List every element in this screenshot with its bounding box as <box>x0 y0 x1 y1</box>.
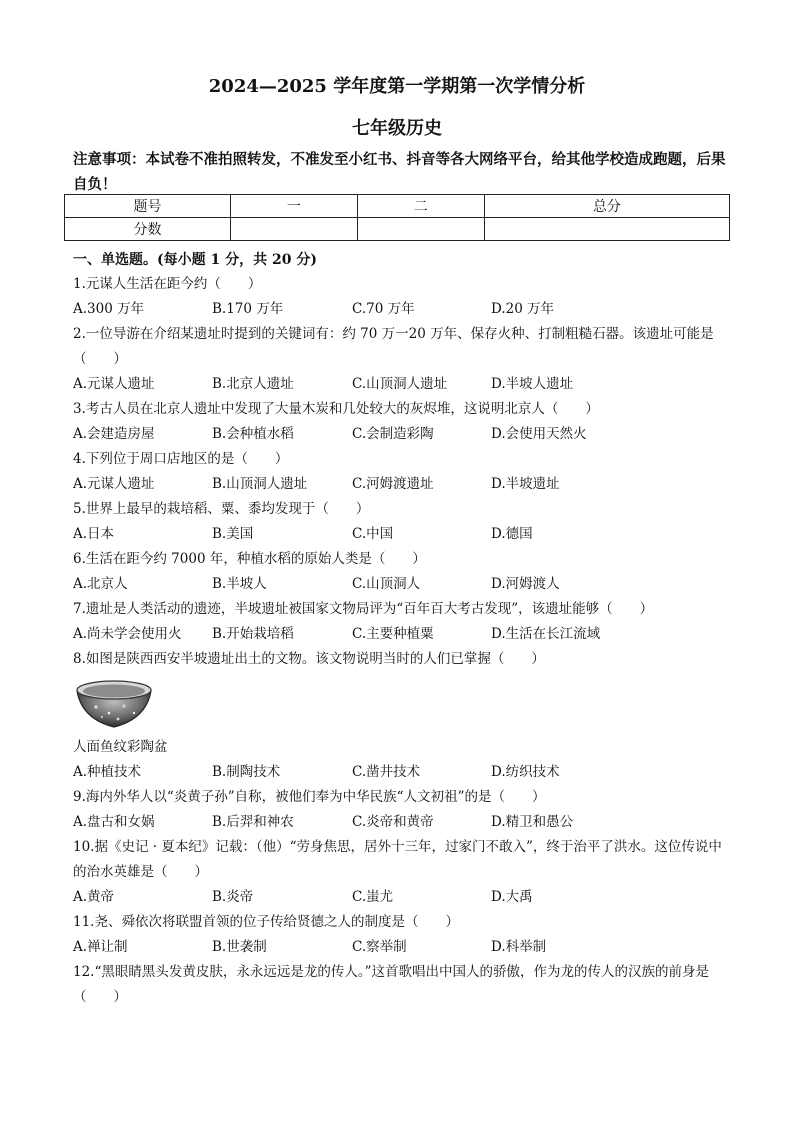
option-a: A.北京人 <box>73 576 128 592</box>
question-options <box>73 372 733 396</box>
score-input-cell <box>484 218 729 241</box>
question-stem: 4.下列位于周口店地区的是（ ） <box>73 451 289 467</box>
question-options <box>73 422 733 446</box>
score-cell: 一 <box>231 195 358 218</box>
option-b: B.会种植水稻 <box>212 426 294 442</box>
question-options <box>73 935 733 959</box>
question-stem: 12.“黑眼睛黑头发黄皮肤，永永远远是龙的传人。”这首歌唱出中国人的骄傲，作为龙的传人的汉族的前身是（ ） <box>73 964 710 1005</box>
option-a: A.会建造房屋 <box>73 426 155 442</box>
option-c: C.蚩尤 <box>352 889 394 905</box>
option-b: B.北京人遗址 <box>212 376 294 392</box>
option-d: D.20 万年 <box>491 301 555 317</box>
option-a: A.300 万年 <box>73 301 145 317</box>
option-d: D.会使用天然火 <box>491 426 587 442</box>
question-options <box>73 297 733 321</box>
option-c: C.凿井技术 <box>352 764 421 780</box>
exam-subject: 七年级历史 <box>352 118 442 139</box>
question-stem: 5.世界上最早的栽培稻、粟、黍均发现于（ ） <box>73 501 370 517</box>
option-d: D.半坡人遗址 <box>491 376 574 392</box>
question-stem: 6.生活在距今约 7000 年，种植水稻的原始人类是（ ） <box>73 551 426 567</box>
option-a: A.元谋人遗址 <box>73 376 155 392</box>
question-stem: 10.据《史记 · 夏本纪》记载：（他）“劳身焦思，居外十三年，过家门不敢入”，终于治平了洪水。这位传说中的治水英雄是（ ） <box>73 839 722 880</box>
option-b: B.制陶技术 <box>212 764 281 780</box>
score-table-row-header <box>65 195 730 218</box>
option-b: B.世袭制 <box>212 939 267 955</box>
score-cell: 二 <box>357 195 484 218</box>
option-d: D.河姆渡人 <box>491 576 560 592</box>
option-b: B.开始栽培稻 <box>212 626 294 642</box>
score-input-cell <box>357 218 484 241</box>
score-table <box>64 194 730 241</box>
option-b: B.后羿和神农 <box>212 814 294 830</box>
question-options <box>73 760 733 784</box>
option-d: D.生活在长江流域 <box>491 626 601 642</box>
option-b: B.美国 <box>212 526 254 542</box>
score-table-row-score <box>65 218 730 241</box>
option-d: D.科举制 <box>491 939 547 955</box>
score-input-cell <box>231 218 358 241</box>
option-c: C.山顶洞人遗址 <box>352 376 448 392</box>
option-b: B.170 万年 <box>212 301 284 317</box>
option-c: C.炎帝和黄帝 <box>352 814 434 830</box>
question-stem: 2.一位导游在介绍某遗址时提到的关键词有：约 70 万一20 万年、保存火种、打制粗糙石器。该遗址可能是（ ） <box>73 326 714 367</box>
option-a: A.盘古和女娲 <box>73 814 155 830</box>
notice-text: 注意事项：本试卷不准拍照转发，不准发至小红书、抖音等各大网络平台，给其他学校造成跑题，后果自负！ <box>73 151 726 193</box>
option-b: B.山顶洞人遗址 <box>212 476 308 492</box>
option-d: D.纺织技术 <box>491 764 560 780</box>
score-cell: 分数 <box>65 218 231 241</box>
option-d: D.德国 <box>491 526 533 542</box>
option-a: A.禅让制 <box>73 939 128 955</box>
option-a: A.黄帝 <box>73 889 115 905</box>
question-options <box>73 810 733 834</box>
question-stem: 9.海内外华人以“炎黄子孙”自称，被他们奉为中华民族“人文初祖”的是（ ） <box>73 789 546 805</box>
question-options <box>73 885 733 909</box>
question-options <box>73 522 733 546</box>
option-c: C.河姆渡遗址 <box>352 476 434 492</box>
option-c: C.会制造彩陶 <box>352 426 434 442</box>
option-a: A.元谋人遗址 <box>73 476 155 492</box>
option-d: D.精卫和愚公 <box>491 814 574 830</box>
exam-title: 2024—2025 学年度第一学期第一次学情分析 <box>208 76 586 97</box>
option-a: A.种植技术 <box>73 764 142 780</box>
option-d: D.大禹 <box>491 889 533 905</box>
option-c: C.中国 <box>352 526 394 542</box>
option-b: B.半坡人 <box>212 576 267 592</box>
section-heading: 一、单选题。(每小题 1 分，共 20 分) <box>73 252 317 268</box>
pottery-basin-image <box>74 677 154 729</box>
option-c: C.察举制 <box>352 939 407 955</box>
question-options <box>73 572 733 596</box>
score-cell: 总分 <box>484 195 729 218</box>
option-d: D.半坡遗址 <box>491 476 560 492</box>
question-stem: 7.遗址是人类活动的遗迹，半坡遗址被国家文物局评为“百年百大考古发现”，该遗址能够（ ） <box>73 601 654 617</box>
question-options <box>73 472 733 496</box>
option-b: B.炎帝 <box>212 889 254 905</box>
question-stem: 3.考古人员在北京人遗址中发现了大量木炭和几处较大的灰烬堆，这说明北京人（ ） <box>73 401 599 417</box>
question-options <box>73 622 733 646</box>
option-c: C.主要种植粟 <box>352 626 434 642</box>
score-cell: 题号 <box>65 195 231 218</box>
option-a: A.日本 <box>73 526 115 542</box>
option-a: A.尚未学会使用火 <box>73 626 182 642</box>
question-stem: 11.尧、舜依次将联盟首领的位子传给贤德之人的制度是（ ） <box>73 914 459 930</box>
question-stem: 1.元谋人生活在距今约（ ） <box>73 276 262 292</box>
image-caption: 人面鱼纹彩陶盆 <box>73 739 168 755</box>
question-stem: 8.如图是陕西西安半坡遗址出土的文物。该文物说明当时的人们已掌握（ ） <box>73 651 545 667</box>
option-c: C.山顶洞人 <box>352 576 421 592</box>
option-c: C.70 万年 <box>352 301 415 317</box>
